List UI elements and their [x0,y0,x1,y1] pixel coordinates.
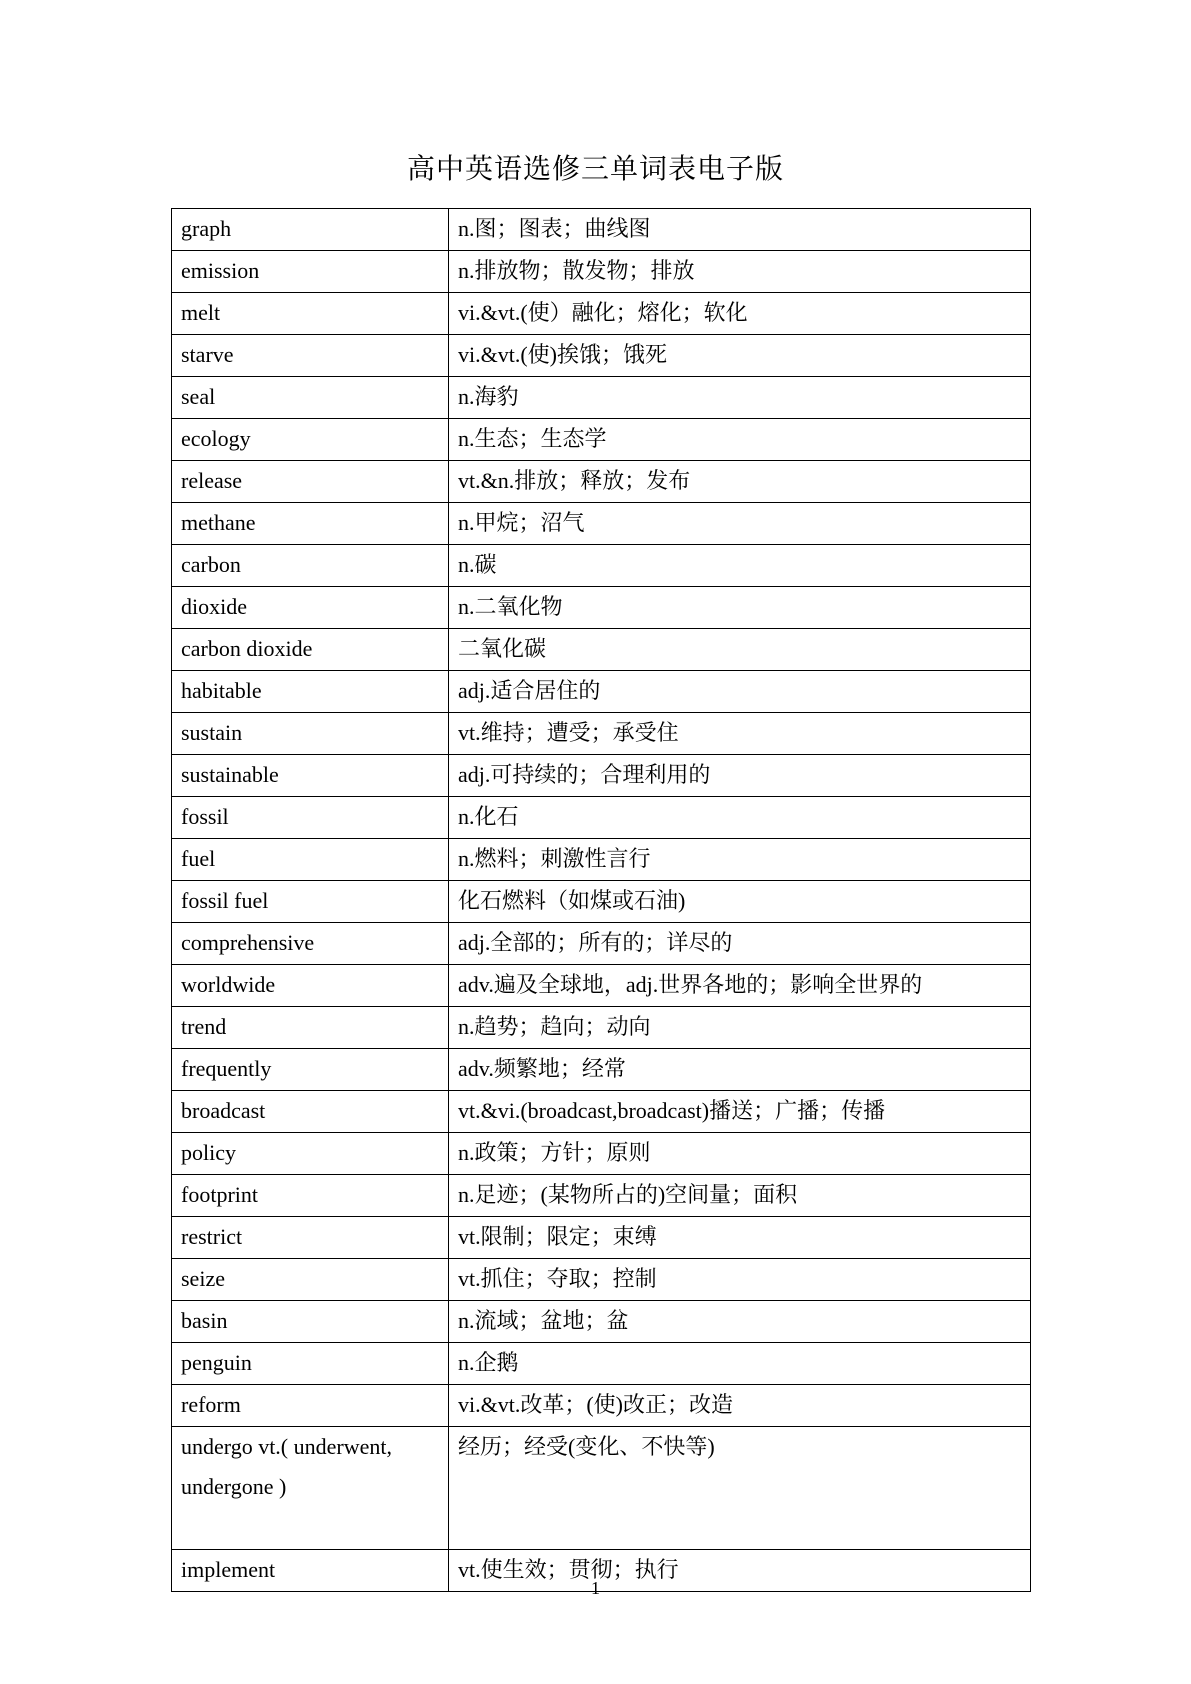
meaning-cell: adv.频繁地；经常 [449,1049,1031,1091]
meaning-cell: n.趋势；趋向；动向 [449,1007,1031,1049]
meaning-cell: adj.可持续的；合理利用的 [449,755,1031,797]
word-cell: reform [172,1385,449,1427]
table-row [172,1259,1031,1301]
word-cell: carbon [172,545,449,587]
meaning-cell: vt.&n.排放；释放；发布 [449,461,1031,503]
table-row [172,1301,1031,1343]
word-cell: footprint [172,1175,449,1217]
table-row [172,755,1031,797]
table-row [172,209,1031,251]
word-cell: basin [172,1301,449,1343]
table-row [172,1007,1031,1049]
word-cell: sustainable [172,755,449,797]
word-cell: frequently [172,1049,449,1091]
meaning-cell: vi.&vt.(使）融化；熔化；软化 [449,293,1031,335]
meaning-cell: n.政策；方针；原则 [449,1133,1031,1175]
word-cell: melt [172,293,449,335]
table-row [172,1175,1031,1217]
word-cell: worldwide [172,965,449,1007]
word-cell: comprehensive [172,923,449,965]
table-row [172,335,1031,377]
word-cell: penguin [172,1343,449,1385]
meaning-cell: n.燃料；刺激性言行 [449,839,1031,881]
meaning-cell: adj.全部的；所有的；详尽的 [449,923,1031,965]
word-cell: trend [172,1007,449,1049]
meaning-cell: 经历；经受(变化、不快等) [449,1427,1031,1550]
word-cell: fossil [172,797,449,839]
page-title: 高中英语选修三单词表电子版 [406,154,784,185]
meaning-cell: n.流域；盆地；盆 [449,1301,1031,1343]
word-cell: implement [172,1550,449,1592]
meaning-cell: vt.&vi.(broadcast,broadcast)播送；广播；传播 [449,1091,1031,1133]
word-cell: seize [172,1259,449,1301]
meaning-cell: vt.限制；限定；束缚 [449,1217,1031,1259]
table-row [172,965,1031,1007]
table-row [172,839,1031,881]
table-row [172,797,1031,839]
meaning-cell: n.图；图表；曲线图 [449,209,1031,251]
word-cell: fossil fuel [172,881,449,923]
meaning-cell: n.碳 [449,545,1031,587]
meaning-cell: 二氧化碳 [449,629,1031,671]
table-row [172,1385,1031,1427]
table-row [172,881,1031,923]
meaning-cell: vi.&vt.(使)挨饿；饿死 [449,335,1031,377]
meaning-cell: n.足迹；(某物所占的)空间量；面积 [449,1175,1031,1217]
word-cell: sustain [172,713,449,755]
table-row [172,419,1031,461]
table-row [172,293,1031,335]
meaning-cell: vt.维持；遭受；承受住 [449,713,1031,755]
table-row [172,251,1031,293]
word-cell: broadcast [172,1091,449,1133]
meaning-cell: n.生态；生态学 [449,419,1031,461]
table-row [172,587,1031,629]
word-cell: emission [172,251,449,293]
meaning-cell: n.甲烷；沼气 [449,503,1031,545]
meaning-cell: adv.遍及全球地，adj.世界各地的；影响全世界的 [449,965,1031,1007]
vocabulary-table-body [172,209,1031,1592]
meaning-cell: vt.使生效；贯彻；执行 [449,1550,1031,1592]
table-row [172,1343,1031,1385]
table-row [172,461,1031,503]
meaning-cell: n.海豹 [449,377,1031,419]
word-cell: restrict [172,1217,449,1259]
table-row [172,1049,1031,1091]
vocabulary-table [171,208,1031,1592]
word-cell: undergo vt.( underwent, undergone ) [172,1427,449,1550]
word-cell: starve [172,335,449,377]
word-cell: ecology [172,419,449,461]
table-row [172,1217,1031,1259]
meaning-cell: n.化石 [449,797,1031,839]
table-row [172,713,1031,755]
meaning-cell: vi.&vt.改革；(使)改正；改造 [449,1385,1031,1427]
meaning-cell: vt.抓住；夺取；控制 [449,1259,1031,1301]
table-row [172,671,1031,713]
meaning-cell: adj.适合居住的 [449,671,1031,713]
word-cell: carbon dioxide [172,629,449,671]
word-cell: seal [172,377,449,419]
meaning-cell: n.二氧化物 [449,587,1031,629]
table-row [172,1133,1031,1175]
word-cell: fuel [172,839,449,881]
word-cell: dioxide [172,587,449,629]
table-row [172,1427,1031,1550]
table-row [172,503,1031,545]
table-row [172,1091,1031,1133]
table-row [172,629,1031,671]
table-row [172,377,1031,419]
word-cell: habitable [172,671,449,713]
word-cell: methane [172,503,449,545]
table-row [172,545,1031,587]
table-row [172,923,1031,965]
meaning-cell: n.企鹅 [449,1343,1031,1385]
word-cell: release [172,461,449,503]
word-cell: policy [172,1133,449,1175]
meaning-cell: 化石燃料（如煤或石油) [449,881,1031,923]
word-cell: graph [172,209,449,251]
page-number: 1 [591,1578,600,1598]
meaning-cell: n.排放物；散发物；排放 [449,251,1031,293]
